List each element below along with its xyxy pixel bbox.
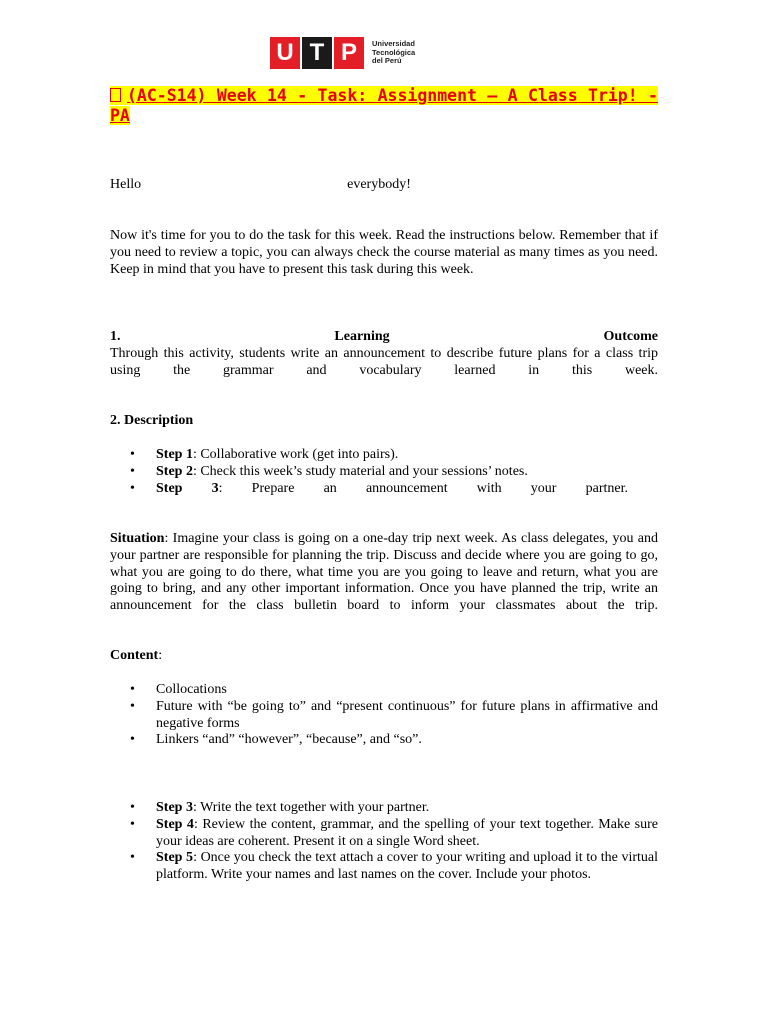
bullet-icon: • xyxy=(130,850,135,866)
step-label: Step 1 xyxy=(156,447,193,462)
step-text: : Check this week’s study material and your sessions’ notes. xyxy=(192,463,528,479)
logo-letter-p: P xyxy=(334,37,364,69)
content-colon: : xyxy=(158,648,163,663)
list-item xyxy=(110,699,658,733)
section1-word1: Learning xyxy=(334,329,390,344)
step-label: Step 2 xyxy=(156,463,193,479)
step-text: : Write the text together with your partner. xyxy=(192,800,430,815)
section1-body: Through this activity, students write an announcement to describe future plans for a class trip using the grammar and vocabulary learned in this week. xyxy=(110,346,658,378)
step-text: : Prepare an announcement with your partner. xyxy=(218,480,628,496)
step-text: : Once you check the text attach a cover to your writing and upload it to the virtual platform. Write your names and last names on the cover. Include your photos. xyxy=(156,850,658,883)
list-item xyxy=(110,732,658,749)
bullet-icon: • xyxy=(130,447,135,462)
logo-letter-t: T xyxy=(302,37,332,69)
list-item xyxy=(110,817,658,851)
logo-text-line3: del Perú xyxy=(372,56,402,66)
section2-heading: 2. Description xyxy=(110,413,194,428)
step-label: Step 4 xyxy=(156,816,194,832)
greeting xyxy=(110,177,658,194)
situation-label: Situation xyxy=(110,531,165,546)
missing-glyph-icon xyxy=(110,88,121,102)
content-item-text: Linkers “and” “however”, “because”, and “so”. xyxy=(156,732,422,748)
bullet-icon: • xyxy=(130,682,135,697)
situation-paragraph xyxy=(110,531,658,615)
step-text: : Collaborative work (get into pairs). xyxy=(192,447,399,462)
list-item xyxy=(110,447,658,464)
logo-text-line1: Universidad xyxy=(372,39,415,49)
content-item-text: Collocations xyxy=(156,682,227,697)
bullet-icon: • xyxy=(130,698,135,714)
steps-list-a xyxy=(110,447,658,497)
bullet-icon: • xyxy=(130,463,135,479)
section1-number: 1. xyxy=(110,329,121,344)
step-text: : Review the content, grammar, and the spelling of your text together. Make sure your ideas are coherent. Present it on a single Word sheet. xyxy=(156,816,658,849)
step-label: Step 3 xyxy=(156,480,219,496)
list-item xyxy=(110,850,658,884)
bullet-icon: • xyxy=(130,800,135,815)
step-label: Step 3 xyxy=(156,800,193,815)
page-title xyxy=(110,86,658,126)
utp-logo xyxy=(270,37,415,69)
title-text: (AC-S14) Week 14 - Task: Assignment – A Class Trip! - PA xyxy=(110,86,658,125)
list-item xyxy=(110,481,658,498)
list-item xyxy=(110,464,658,481)
steps-list-b xyxy=(110,800,658,884)
logo-text-line2: Tecnológica xyxy=(372,47,416,57)
logo-text xyxy=(372,40,415,66)
greeting-everybody: everybody! xyxy=(347,177,411,192)
content-list xyxy=(110,682,658,749)
bullet-icon: • xyxy=(130,816,135,832)
step-label: Step 5 xyxy=(156,850,194,866)
logo-letter-u: U xyxy=(270,37,300,69)
greeting-hello: Hello xyxy=(110,177,142,192)
bullet-icon: • xyxy=(130,732,135,748)
content-heading-text: Content xyxy=(110,648,159,663)
list-item xyxy=(110,682,658,699)
content-item-text: Future with “be going to” and “present continuous” for future plans in affirmative and negative forms xyxy=(156,698,658,731)
title-highlight xyxy=(110,86,658,125)
situation-text: : Imagine your class is going on a one-day trip next week. As class delegates, you and your partner are responsible for planning the trip. Discuss and decide where you are going to go, what you are going to do there, what time you are you going to leave and return, what you are going to bring, and any other important information. Once you have planned the trip, write an announcement for the class bulletin board to inform your classmates about the trip. xyxy=(110,531,658,614)
intro-paragraph: Now it's time for you to do the task for this week. Read the instructions below. Remember that if you need to review a topic, you can always check the course material as many times as you need. Keep in mind that you have to present this task during this week. xyxy=(110,228,658,277)
bullet-icon: • xyxy=(130,480,135,496)
section1-word2: Outcome xyxy=(603,329,658,344)
list-item xyxy=(110,800,658,817)
content-heading xyxy=(110,648,658,665)
section1-heading xyxy=(110,329,658,346)
